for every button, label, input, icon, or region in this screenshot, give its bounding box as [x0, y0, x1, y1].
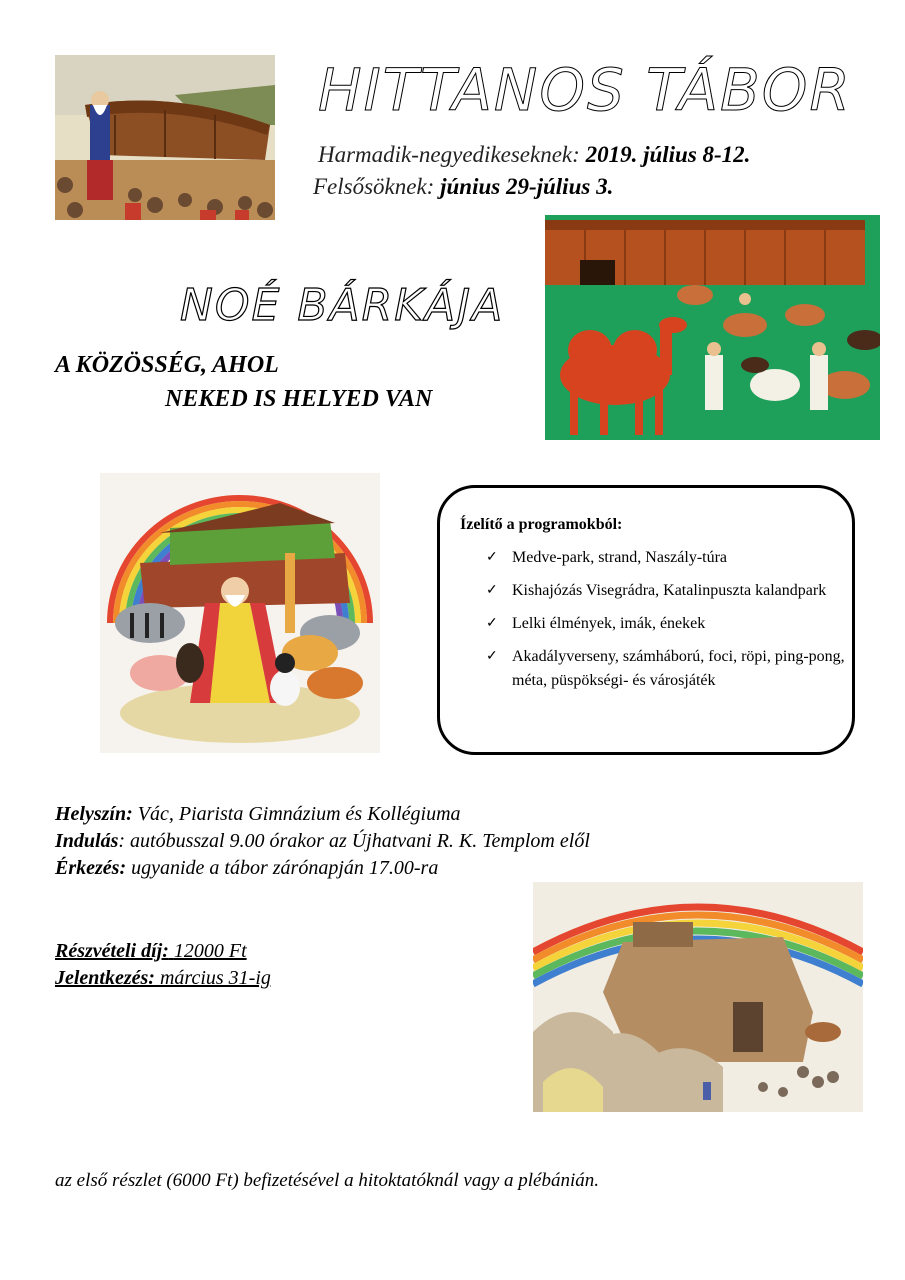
footer-note: az első részlet (6000 Ft) befizetésével a hitoktatóknál vagy a plébánián. [55, 1170, 600, 1191]
location-line: Helyszín: Vác, Piarista Gimnázium és Kollégiuma [55, 803, 461, 825]
dates-line-2-value: június 29-július 3. [440, 174, 614, 199]
list-item: ✓ Lelki élmények, imák, énekek [486, 612, 846, 636]
programs-title: Ízelítő a programokból: [460, 516, 623, 533]
list-item: ✓ Akadályverseny, számháború, foci, röpi, ping-pong, méta, püspökségi- és városjáték [486, 645, 846, 693]
page-title: HITTANOS TÁBOR [318, 56, 852, 124]
subtitle: NOÉ BÁRKÁJA [180, 280, 505, 331]
departure-line: Indulás: autóbusszal 9.00 órakor az Újhatvani R. K. Templom elől [55, 830, 590, 852]
dates-line-1 [318, 142, 750, 168]
registration-line: Jelentkezés: március 31-ig [55, 967, 271, 989]
dates-line-2 [313, 174, 613, 200]
fee-line: Részvételi díj: 12000 Ft [55, 940, 247, 962]
slogan-line-2: NEKED IS HELYED VAN [165, 386, 433, 412]
list-item: ✓ Medve-park, strand, Naszály-túra [486, 546, 846, 570]
noah-preaching-picture [55, 55, 275, 220]
noah-animals-rainbow-picture [100, 473, 380, 753]
arrival-line: Érkezés: ugyanide a tábor zárónapján 17.00-ra [55, 857, 439, 879]
dates-line-2-label: Felsősöknek: [313, 174, 435, 199]
check-icon: ✓ [486, 649, 498, 664]
list-item: ✓ Kishajózás Visegrádra, Katalinpuszta kalandpark [486, 579, 846, 603]
ark-drawing-picture [533, 882, 863, 1112]
check-icon: ✓ [486, 616, 498, 631]
dates-line-1-label: Harmadik-negyedikeseknek: [318, 142, 580, 167]
programs-list [486, 546, 846, 702]
animals-boarding-picture [545, 215, 880, 440]
check-icon: ✓ [486, 550, 498, 565]
slogan-line-1: A KÖZÖSSÉG, AHOL [55, 352, 279, 378]
programs-box [437, 485, 855, 755]
check-icon: ✓ [486, 583, 498, 598]
dates-line-1-value: 2019. július 8-12. [585, 142, 751, 167]
